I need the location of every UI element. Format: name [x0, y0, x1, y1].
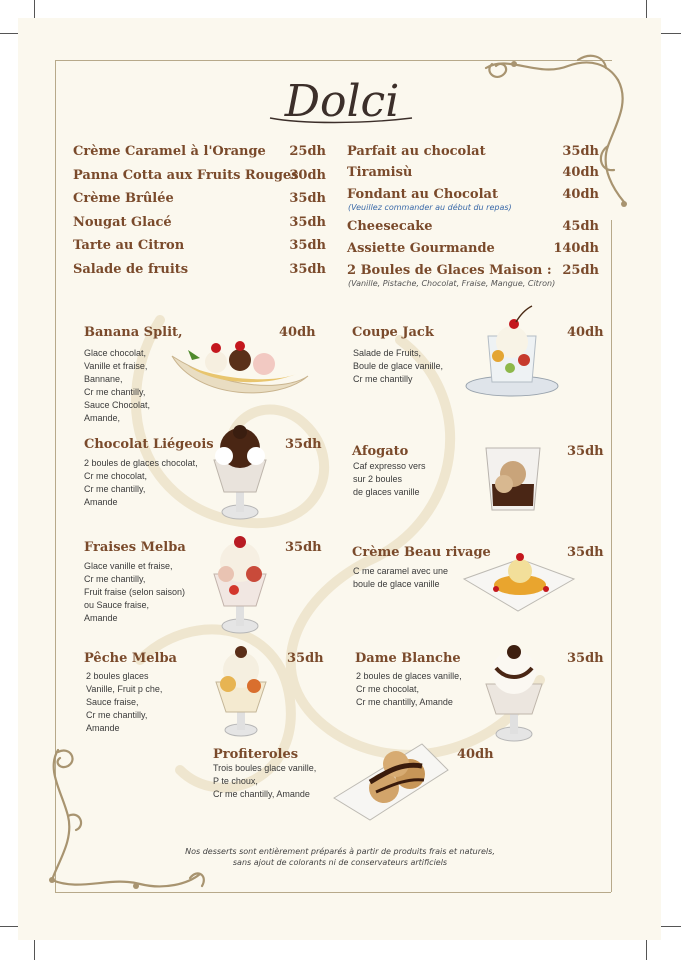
desc-line: Cr me chocolat, [84, 471, 148, 481]
menu-item-note: (Vanille, Pistache, Chocolat, Fraise, Mangue, Citron) [348, 279, 556, 288]
desc-line: Caf expresso vers [353, 461, 426, 471]
menu-item-name: Nougat Glacé [73, 215, 172, 230]
desc-line: Fruit fraise (selon saison) [84, 587, 186, 597]
dessert-name: Banana Split, [84, 325, 183, 340]
desc-line: Sauce fraise, [86, 697, 139, 707]
menu-item-name: Crème Brûlée [73, 191, 174, 206]
desc-line: Cr me chantilly, [84, 574, 146, 584]
menu-item-price: 40dh [562, 165, 599, 180]
desc-line: Glace vanille et fraise, [84, 561, 173, 571]
dessert-name: Crème Beau rivage [352, 545, 491, 560]
desc-line: C me caramel avec une [353, 566, 449, 576]
menu-item-name: Assiette Gourmande [347, 241, 495, 256]
dessert-price: 40dh [567, 325, 604, 340]
desc-line: Glace chocolat, [84, 348, 147, 358]
profiteroles-image [330, 740, 452, 822]
desc-line: Salade de Fruits, [353, 348, 422, 358]
menu-title-text: Dolci [284, 76, 400, 127]
dessert-description [356, 670, 462, 709]
footer-note [160, 846, 520, 868]
dessert-description [84, 457, 198, 509]
menu-frame-right [611, 220, 612, 892]
menu-item-price: 40dh [562, 187, 599, 202]
desc-line: boule de glace vanille [353, 579, 440, 589]
desc-line: Amande [86, 723, 120, 733]
menu-item-name: Crème Caramel à l'Orange [73, 144, 266, 159]
dessert-name: Pêche Melba [84, 651, 177, 666]
creme-beau-rivage-image [460, 545, 578, 617]
menu-item-price: 35dh [289, 238, 326, 253]
desc-line: Bannane, [84, 374, 123, 384]
dessert-price: 35dh [567, 651, 604, 666]
dessert-description [353, 460, 426, 499]
corner-ornament-bottom-left [40, 740, 210, 900]
desc-line: ou Sauce fraise, [84, 600, 150, 610]
menu-title [262, 74, 422, 128]
desc-line: Vanille, Fruit p che, [86, 684, 163, 694]
desc-line: Cr me chantilly, [86, 710, 148, 720]
dessert-price: 35dh [285, 437, 322, 452]
dessert-price: 35dh [567, 444, 604, 459]
menu-item-name: Cheesecake [347, 219, 433, 234]
menu-item-price: 25dh [562, 263, 599, 278]
desc-line: Cr me chocolat, [356, 684, 420, 694]
dessert-name: Coupe Jack [352, 325, 434, 340]
desc-line: Sauce Chocolat, [84, 400, 151, 410]
desc-line: Trois boules glace vanille, [213, 763, 317, 773]
dessert-name: Afogato [352, 444, 409, 459]
corner-ornament-top-right [478, 50, 638, 220]
dessert-description [84, 347, 150, 425]
desc-line: Vanille et fraise, [84, 361, 148, 371]
fraises-melba-image [204, 530, 276, 636]
dessert-description [86, 670, 162, 735]
dessert-price: 35dh [567, 545, 604, 560]
desc-line: Cr me chantilly, [84, 484, 146, 494]
dame-blanche-image [476, 640, 552, 744]
desc-line: P te choux, [213, 776, 258, 786]
desc-line: 2 boules de glaces chocolat, [84, 458, 198, 468]
footer-line: Nos desserts sont entièrement préparés à partir de produits frais et naturels, [185, 847, 495, 856]
menu-item-price: 35dh [289, 215, 326, 230]
banana-split-image [168, 336, 313, 404]
coupe-jack-image [462, 302, 562, 402]
menu-item-name: Parfait au chocolat [347, 144, 486, 159]
desc-line: 2 boules glaces [86, 671, 149, 681]
chocolat-liegeois-image [204, 420, 276, 522]
dessert-price: 40dh [279, 325, 316, 340]
dessert-name: Dame Blanche [355, 651, 461, 666]
menu-item-price: 35dh [562, 144, 599, 159]
menu-item-name: Panna Cotta aux Fruits Rouges [73, 168, 299, 183]
dessert-price: 35dh [285, 540, 322, 555]
afogato-image [480, 444, 546, 514]
desc-line: Boule de glace vanille, [353, 361, 444, 371]
desc-line: de glaces vanille [353, 487, 420, 497]
dessert-name: Chocolat Liégeois [84, 437, 214, 452]
desc-line: Amande, [84, 413, 121, 423]
dessert-name: Fraises Melba [84, 540, 186, 555]
dessert-price: 40dh [457, 747, 494, 762]
menu-item-price: 140dh [553, 241, 599, 256]
menu-item-price: 25dh [289, 144, 326, 159]
dessert-name: Profiteroles [213, 747, 299, 762]
menu-item-name: Fondant au Chocolat [347, 187, 498, 202]
dessert-description [84, 560, 185, 625]
dessert-description [353, 565, 448, 591]
desc-line: Cr me chantilly, Amande [213, 789, 310, 799]
desc-line: Amande [84, 613, 118, 623]
peche-melba-image [208, 640, 274, 740]
dessert-description [353, 347, 443, 386]
desc-line: sur 2 boules [353, 474, 403, 484]
menu-item-price: 35dh [289, 191, 326, 206]
menu-item-name: Salade de fruits [73, 262, 189, 277]
menu-item-price: 45dh [562, 219, 599, 234]
menu-item-price: 30dh [289, 168, 326, 183]
desc-line: Amande [84, 497, 118, 507]
desc-line: Cr me chantilly, [84, 387, 146, 397]
desc-line: 2 boules de glaces vanille, [356, 671, 462, 681]
menu-item-note: (Veuillez commander au début du repas) [348, 203, 512, 212]
menu-item-name: Tiramisù [347, 165, 413, 180]
dessert-price: 35dh [287, 651, 324, 666]
footer-line: sans ajout de colorants ni de conservateurs artificiels [232, 858, 448, 867]
dessert-description [213, 762, 316, 801]
menu-item-name: Tarte au Citron [73, 238, 185, 253]
menu-item-name: 2 Boules de Glaces Maison : [347, 263, 552, 278]
menu-item-price: 35dh [289, 262, 326, 277]
desc-line: Cr me chantilly, Amande [356, 697, 453, 707]
desc-line: Cr me chantilly [353, 374, 413, 384]
